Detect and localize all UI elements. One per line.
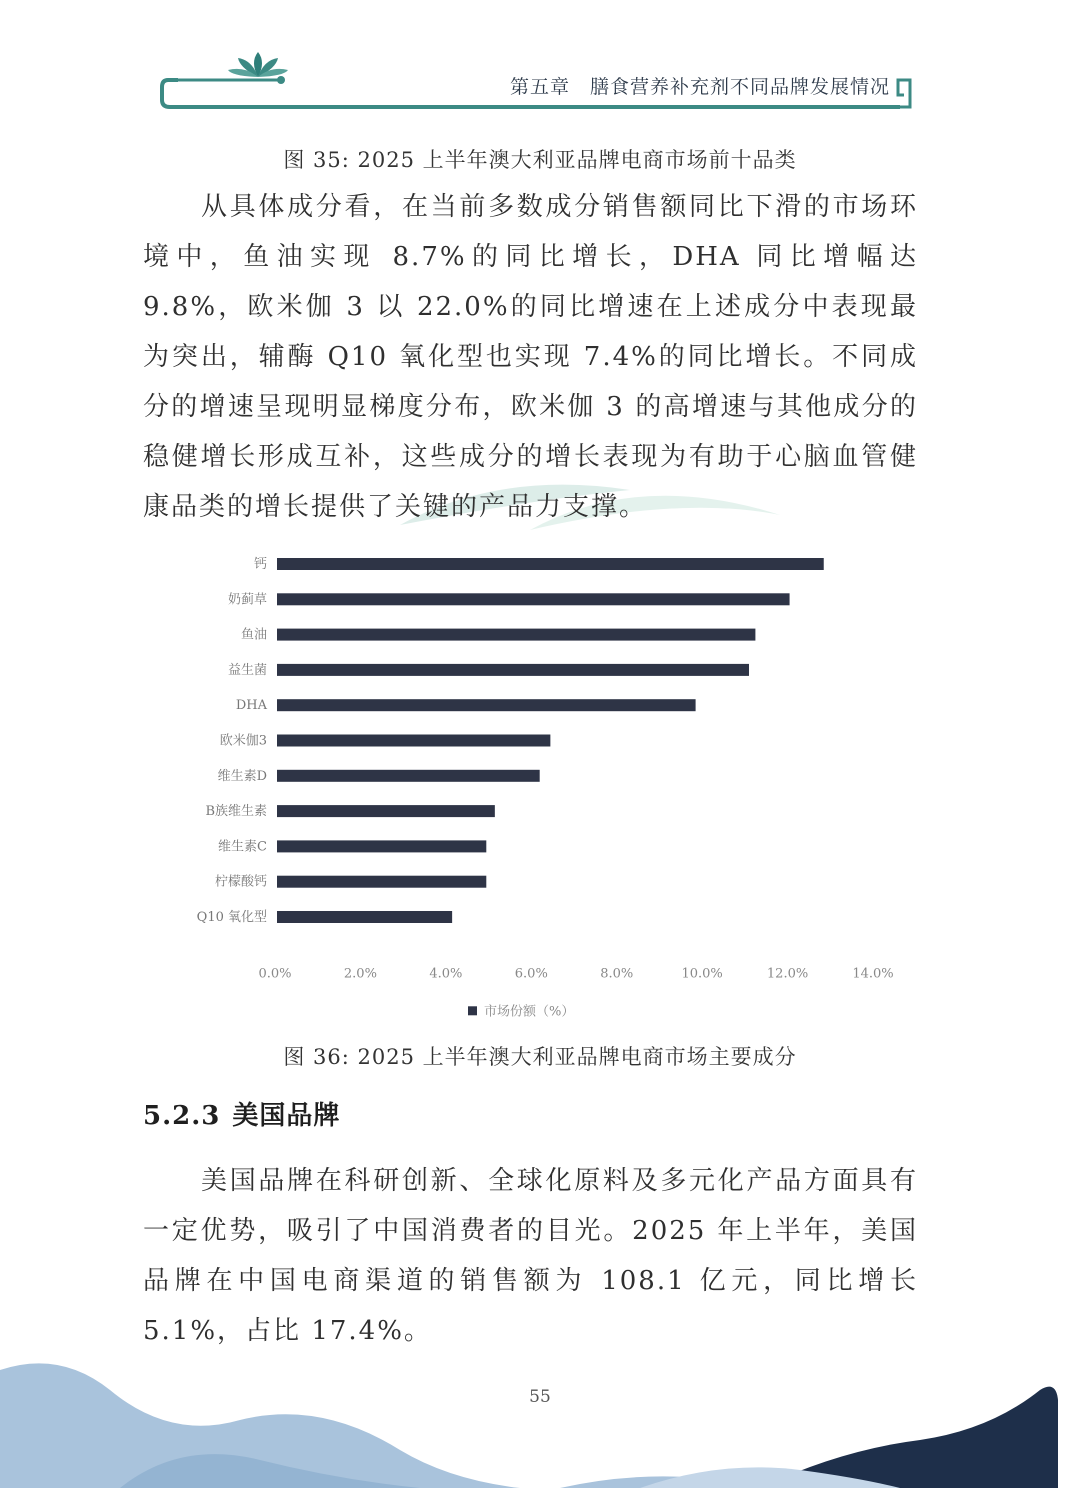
bar <box>277 911 452 923</box>
bar <box>277 699 696 711</box>
paragraph-2-text: 美国品牌在科研创新、全球化原料及多元化产品方面具有一定优势，吸引了中国消费者的目光。2025 年上半年，美国品牌在中国电商渠道的销售额为 108.1 亿元，同比增长 5.1%，占比 17.4%。 <box>143 1166 918 1346</box>
header-decoration <box>0 0 1080 120</box>
bar <box>277 558 824 570</box>
bar <box>277 735 550 747</box>
category-label: 奶蓟草 <box>227 592 267 608</box>
bar <box>277 770 540 782</box>
legend-swatch <box>468 1006 477 1015</box>
x-tick-label: 14.0% <box>852 966 894 982</box>
figure-35-caption: 图 35: 2025 上半年澳大利亚品牌电商市场前十品类 <box>283 148 797 172</box>
figure-36-caption: 图 36: 2025 上半年澳大利亚品牌电商市场主要成分 <box>283 1045 797 1069</box>
category-label: 欧米伽3 <box>219 733 267 749</box>
section-title: 美国品牌 <box>232 1101 341 1131</box>
paragraph-1 <box>143 182 918 532</box>
category-label: 益生菌 <box>227 662 267 678</box>
x-tick-label: 8.0% <box>600 966 634 982</box>
bar <box>277 840 486 852</box>
legend-label: 市场份额（%） <box>484 1004 575 1020</box>
category-label: 维生素D <box>217 768 267 784</box>
lotus-icon <box>228 52 288 77</box>
horizontal-bar-chart <box>150 540 910 1020</box>
footer-wave-decoration <box>0 1330 1080 1488</box>
category-label: 钙 <box>253 557 267 572</box>
chapter-title: 第五章 膳食营养补充剂不同品牌发展情况 <box>509 76 890 98</box>
bar <box>277 629 755 641</box>
x-tick-label: 6.0% <box>514 966 548 982</box>
x-tick-label: 0.0% <box>258 966 292 982</box>
category-label: 维生素C <box>218 839 267 855</box>
paragraph-2 <box>143 1156 918 1356</box>
bar <box>277 593 790 605</box>
x-tick-label: 10.0% <box>681 966 723 982</box>
paragraph-1-text: 从具体成分看，在当前多数成分销售额同比下滑的市场环境中，鱼油实现 8.7%的同比增长，DHA 同比增幅达 9.8%，欧米伽 3 以 22.0%的同比增速在上述成分中表现最为突出，辅酶 Q10 氧化型也实现 7.4%的同比增长。不同成分的增速呈现明显梯度分布，欧米伽 3 的高增速与其他成分的稳健增长形成互补，这些成分的增长表现为有助于心脑血管健康品类的增长提供了关键的产品力支撑。 <box>143 192 918 522</box>
category-label: Q10 氧化型 <box>196 910 267 925</box>
bar <box>277 876 486 888</box>
category-label: B族维生素 <box>205 804 267 820</box>
category-label: 柠檬酸钙 <box>214 874 267 890</box>
bar <box>277 664 749 676</box>
category-label: 鱼油 <box>240 627 267 643</box>
bar <box>277 805 495 817</box>
x-tick-label: 2.0% <box>343 966 377 982</box>
section-number: 5.2.3 <box>143 1101 221 1131</box>
x-tick-label: 12.0% <box>766 966 809 982</box>
category-label: DHA <box>235 698 267 714</box>
x-tick-label: 4.0% <box>429 966 463 982</box>
page-number: 55 <box>529 1387 551 1407</box>
section-heading <box>143 1095 340 1132</box>
